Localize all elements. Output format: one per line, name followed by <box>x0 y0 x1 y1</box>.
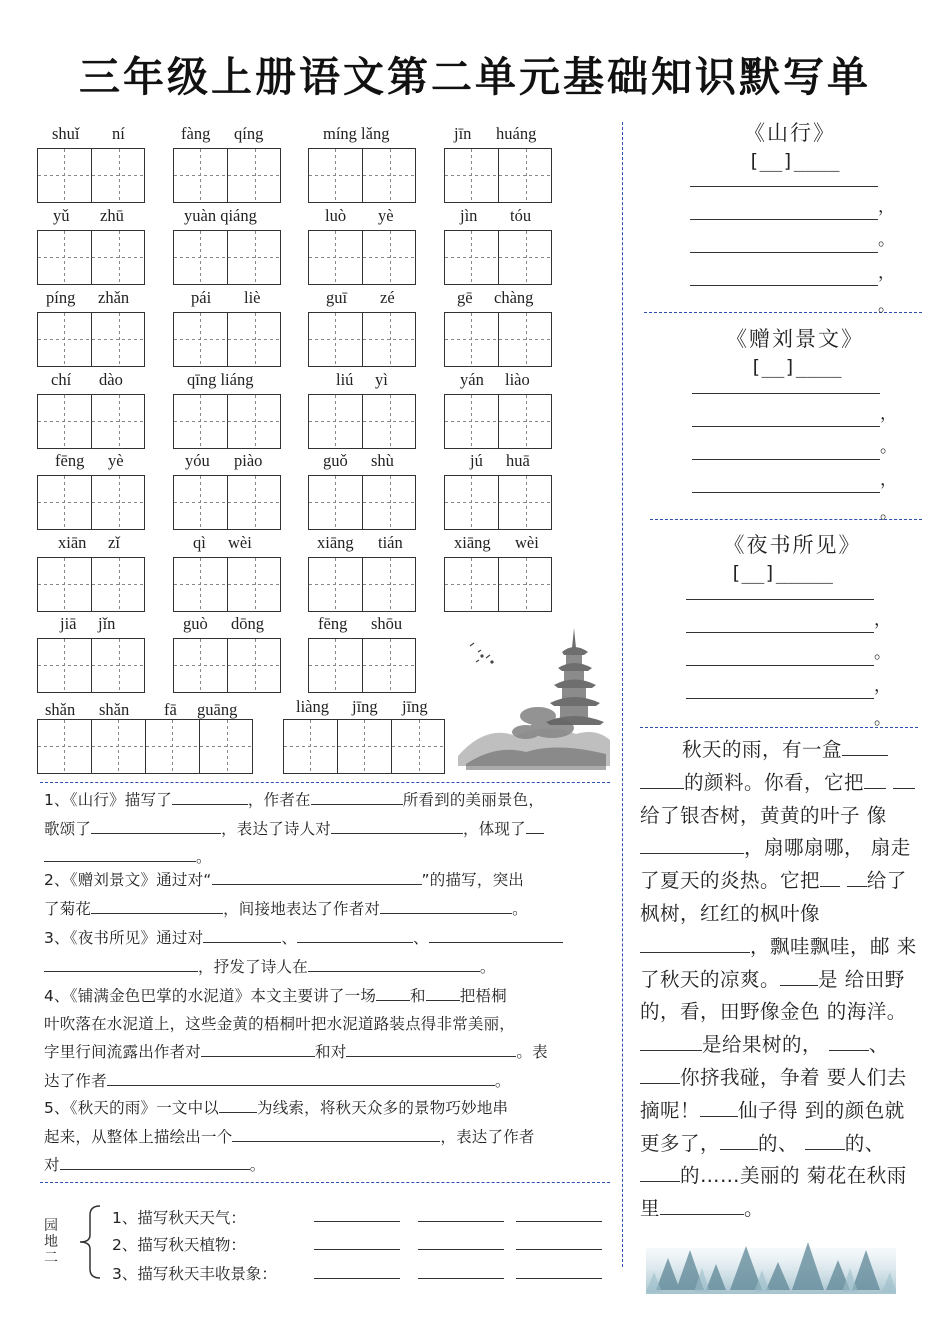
pinyin-label: jìn <box>460 206 478 225</box>
passage-text: 菊花在秋雨里 <box>640 1164 907 1221</box>
pinyin-label: píng <box>46 288 76 307</box>
pinyin-label: pái <box>191 288 212 307</box>
writing-grid[interactable] <box>308 148 416 203</box>
answer-blank[interactable] <box>429 924 563 943</box>
writing-grid[interactable] <box>308 312 416 367</box>
writing-cell[interactable] <box>92 558 146 611</box>
poem-punct: 。 <box>878 296 895 316</box>
q3-text: 3、《夜书所见》通过对 <box>44 929 204 947</box>
q1-text: 。 <box>196 848 212 866</box>
writing-cell[interactable] <box>38 231 92 284</box>
writing-cell[interactable] <box>445 395 499 448</box>
writing-cell[interactable] <box>499 395 553 448</box>
garden-item: 3、描写秋天丰收景象： <box>112 1265 277 1283</box>
writing-cell[interactable] <box>363 558 417 611</box>
pinyin-label: yuàn qiáng <box>184 206 257 225</box>
q2-text: 了菊花 <box>44 899 92 918</box>
pinyin-label: liàng <box>296 697 329 716</box>
writing-cell[interactable] <box>92 231 146 284</box>
answer-blank[interactable] <box>842 737 888 756</box>
pinyin-label: huā <box>506 451 530 470</box>
pinyin-label: liào <box>505 370 530 389</box>
answer-blank[interactable] <box>516 1249 602 1250</box>
pinyin-label: guò <box>183 614 208 633</box>
question-5 <box>44 1094 610 1180</box>
q4-text: 和对 <box>315 1043 347 1061</box>
poem-punct: ， <box>880 404 897 424</box>
passage-text: 给了银杏树，黄黄的叶子 <box>640 803 861 827</box>
answer-blank[interactable] <box>308 953 480 972</box>
answer-blank[interactable] <box>700 1098 738 1117</box>
writing-grid[interactable] <box>173 475 281 530</box>
q1-text: 所看到的美丽景色， <box>402 791 545 809</box>
writing-cell[interactable] <box>228 476 282 529</box>
writing-cell[interactable] <box>363 476 417 529</box>
autumn-passage <box>640 734 918 1226</box>
poem-punct: ， <box>880 470 897 490</box>
answer-blank[interactable] <box>60 1151 250 1170</box>
answer-blank[interactable] <box>314 1221 400 1222</box>
writing-cell[interactable] <box>445 558 499 611</box>
pinyin-label: fēng <box>318 614 348 633</box>
writing-grid[interactable] <box>444 148 552 203</box>
passage-text: 给田野的，看，田野像金色 <box>640 967 905 1024</box>
pinyin-label: piào <box>234 451 263 470</box>
writing-cell[interactable] <box>499 558 553 611</box>
writing-grid[interactable] <box>444 230 552 285</box>
writing-cell[interactable] <box>445 231 499 284</box>
answer-blank[interactable] <box>426 982 460 1001</box>
q4-text: 。 <box>494 1071 511 1090</box>
answer-blank[interactable] <box>640 770 684 789</box>
writing-cell[interactable] <box>228 149 282 202</box>
pinyin-label: shōu <box>371 614 403 633</box>
writing-grid[interactable] <box>308 557 416 612</box>
question-1 <box>44 786 610 872</box>
pinyin-label: shù <box>371 451 394 470</box>
q4-text: 达了作者 <box>44 1071 107 1090</box>
writing-cell[interactable] <box>363 149 417 202</box>
pinyin-label: xiān <box>58 533 87 552</box>
writing-grid[interactable] <box>444 312 552 367</box>
passage-text: 扇走了夏天的炎热。它把 <box>640 836 911 893</box>
pinyin-label: tóu <box>510 206 532 225</box>
answer-blank[interactable] <box>640 1163 680 1182</box>
passage-text: 的海洋。 <box>826 1000 907 1024</box>
writing-cell[interactable] <box>363 313 417 366</box>
answer-blank[interactable] <box>311 786 403 805</box>
poem-punct: 。 <box>880 503 897 523</box>
writing-cell[interactable] <box>92 313 146 366</box>
pinyin-label: qì <box>193 533 206 552</box>
pinyin-label: fā <box>164 700 177 719</box>
pinyin-label: jīng <box>402 697 428 716</box>
pinyin-label: xiāng <box>454 533 491 552</box>
q1-text: ，作者在 <box>247 791 311 809</box>
writing-cell[interactable] <box>228 231 282 284</box>
writing-grid[interactable] <box>444 394 552 449</box>
forest-illustration <box>646 1228 896 1294</box>
pinyin-label: liú <box>336 370 354 389</box>
writing-cell[interactable] <box>38 558 92 611</box>
writing-grid[interactable] <box>173 557 281 612</box>
answer-blank[interactable] <box>107 1067 495 1086</box>
q5-text: 。 <box>249 1156 266 1174</box>
answer-blank[interactable] <box>720 1131 758 1150</box>
pinyin-label: jīn <box>454 124 472 143</box>
writing-cell[interactable] <box>228 558 282 611</box>
writing-cell[interactable] <box>309 313 363 366</box>
pinyin-label: tián <box>378 533 403 552</box>
poem-line-blank[interactable] <box>692 426 880 427</box>
passage-text: 的……美丽的 <box>680 1164 801 1188</box>
passage-text: ，飘哇飘哇，邮 <box>750 934 891 958</box>
writing-grid[interactable] <box>37 148 145 203</box>
pinyin-label: qīng liáng <box>187 370 254 389</box>
pinyin-label: wèi <box>515 533 539 552</box>
passage-text: 是 <box>818 967 839 991</box>
writing-cell[interactable] <box>309 395 363 448</box>
passage-text: 秋天的雨，有一盒 <box>682 738 843 761</box>
answer-blank[interactable] <box>91 815 221 834</box>
answer-blank[interactable] <box>640 835 744 854</box>
writing-grid[interactable] <box>283 719 445 774</box>
answer-blank[interactable] <box>640 1065 680 1084</box>
pinyin-label: huáng <box>496 124 537 143</box>
writing-grid[interactable] <box>173 638 281 693</box>
poem-line-blank[interactable] <box>692 393 880 394</box>
question-2 <box>44 866 610 923</box>
answer-blank[interactable] <box>829 1032 869 1051</box>
writing-grid[interactable] <box>37 312 145 367</box>
writing-cell[interactable] <box>174 313 228 366</box>
answer-blank[interactable] <box>346 1038 516 1057</box>
pinyin-label: guǒ <box>323 451 348 470</box>
writing-cell[interactable] <box>363 639 417 692</box>
pinyin-label: yè <box>108 451 124 470</box>
writing-cell[interactable] <box>363 395 417 448</box>
pinyin-label: jǐn <box>98 614 116 633</box>
answer-blank[interactable] <box>44 953 198 972</box>
pinyin-label: luò <box>325 206 347 225</box>
passage-text: 要人们去摘呢！ <box>640 1065 907 1122</box>
writing-cell[interactable] <box>499 231 553 284</box>
answer-blank[interactable] <box>780 967 818 986</box>
answer-blank[interactable] <box>864 770 886 789</box>
pinyin-label: jīng <box>352 697 378 716</box>
q3-text: 、 <box>281 929 298 947</box>
pinyin-label: fàng <box>181 124 211 143</box>
pinyin-label: xiāng <box>317 533 354 552</box>
writing-cell[interactable] <box>499 149 553 202</box>
answer-blank[interactable] <box>418 1249 504 1250</box>
writing-cell[interactable] <box>309 149 363 202</box>
poem-line-blank[interactable] <box>686 632 874 633</box>
answer-blank[interactable] <box>640 1032 702 1051</box>
answer-blank[interactable] <box>380 895 512 914</box>
pinyin-label: wèi <box>228 533 252 552</box>
writing-cell[interactable] <box>174 149 228 202</box>
answer-blank[interactable] <box>526 815 544 834</box>
q5-text: 5、《秋天的雨》一文中以 <box>44 1099 220 1117</box>
pinyin-label: gē <box>457 288 473 307</box>
writing-cell[interactable] <box>228 313 282 366</box>
pinyin-label: yì <box>375 370 388 389</box>
poem-punct: ， <box>874 676 891 696</box>
writing-grid[interactable] <box>173 312 281 367</box>
writing-cell[interactable] <box>309 558 363 611</box>
garden-label: 园地二 <box>44 1218 58 1266</box>
writing-grid[interactable] <box>308 230 416 285</box>
writing-grid[interactable] <box>308 394 416 449</box>
question-3 <box>44 924 610 981</box>
passage-text: 到的颜色就更多了， <box>640 1098 905 1155</box>
passage-text: 仙子得 <box>738 1098 799 1122</box>
writing-cell[interactable] <box>309 476 363 529</box>
writing-cell[interactable] <box>309 231 363 284</box>
q2-text: ，间接地表达了作者对 <box>223 899 381 918</box>
answer-blank[interactable] <box>820 868 840 887</box>
passage-text: 。 <box>744 1197 765 1221</box>
writing-cell[interactable] <box>38 720 92 773</box>
garden-item: 2、描写秋天植物： <box>112 1236 246 1254</box>
writing-grid[interactable] <box>173 230 281 285</box>
poem-line-blank[interactable] <box>690 285 878 286</box>
writing-cell[interactable] <box>92 395 146 448</box>
q5-text: 对 <box>44 1156 60 1174</box>
pinyin-label: dào <box>99 370 123 389</box>
answer-blank[interactable] <box>805 1131 845 1150</box>
pinyin-label: yǔ <box>53 206 70 225</box>
q4-text: 4、《铺满金色巴掌的水泥道》本文主要讲了一场 <box>44 987 377 1005</box>
poem-author-blank: [__]____ <box>750 356 842 378</box>
writing-cell[interactable] <box>174 639 228 692</box>
column-divider <box>622 122 623 1267</box>
answer-blank[interactable] <box>516 1278 602 1279</box>
poem-title: 《山行》 <box>744 121 836 145</box>
q4-text: 字里行间流露出作者对 <box>44 1043 202 1061</box>
pinyin-label: zé <box>380 288 395 307</box>
answer-blank[interactable] <box>660 1196 744 1215</box>
question-4 <box>44 982 610 1095</box>
pinyin-label: fēng <box>55 451 85 470</box>
pinyin-label: shǎn <box>45 700 76 719</box>
poem-line-blank[interactable] <box>686 665 874 666</box>
passage-text: 的、 <box>758 1131 799 1155</box>
writing-grid[interactable] <box>37 557 145 612</box>
writing-grid[interactable] <box>37 638 145 693</box>
passage-text: 给了枫树，红红的枫叶像 <box>640 869 907 925</box>
pagoda-illustration <box>456 624 612 774</box>
writing-cell[interactable] <box>309 639 363 692</box>
writing-cell[interactable] <box>92 149 146 202</box>
writing-cell[interactable] <box>174 395 228 448</box>
writing-cell[interactable] <box>338 720 392 773</box>
writing-cell[interactable] <box>284 720 338 773</box>
q5-text: 为线索，将秋天众多的景物巧妙地串 <box>257 1099 509 1117</box>
answer-blank[interactable] <box>893 770 915 789</box>
writing-cell[interactable] <box>38 476 92 529</box>
answer-blank[interactable] <box>212 866 422 885</box>
section-divider <box>40 782 610 783</box>
writing-cell[interactable] <box>92 639 146 692</box>
answer-blank[interactable] <box>516 1221 602 1222</box>
writing-cell[interactable] <box>38 313 92 366</box>
poem-punct: ， <box>874 610 891 630</box>
writing-cell[interactable] <box>38 395 92 448</box>
pinyin-label: dōng <box>231 614 264 633</box>
poem-punct: 。 <box>880 437 897 457</box>
q1-text: 1、《山行》描写了 <box>44 791 172 809</box>
q3-text: ，抒发了诗人在 <box>198 957 308 976</box>
pinyin-label: chàng <box>494 288 534 307</box>
poem-title: 《夜书所见》 <box>723 533 862 557</box>
writing-cell[interactable] <box>174 558 228 611</box>
poem-punct: 。 <box>874 643 891 663</box>
pinyin-label: shǎn <box>99 700 130 719</box>
writing-cell[interactable] <box>445 476 499 529</box>
writing-cell[interactable] <box>146 720 200 773</box>
writing-cell[interactable] <box>38 639 92 692</box>
q2-text: 。 <box>512 899 528 918</box>
writing-grid[interactable] <box>308 638 416 693</box>
answer-blank[interactable] <box>314 1278 400 1279</box>
poem-author-blank: [__]_____ <box>730 562 833 584</box>
passage-text: 是给果树的， <box>702 1033 823 1057</box>
q4-text: 。表 <box>516 1043 548 1061</box>
writing-grid[interactable] <box>37 394 145 449</box>
q4-text: 把梧桐 <box>459 987 507 1005</box>
answer-blank[interactable] <box>203 924 281 943</box>
writing-cell[interactable] <box>445 313 499 366</box>
answer-blank[interactable] <box>314 1249 400 1250</box>
writing-cell[interactable] <box>92 476 146 529</box>
poem-line-blank[interactable] <box>692 459 880 460</box>
poem-punct: ， <box>878 197 895 217</box>
pinyin-label: shuǐ <box>52 124 80 143</box>
q3-text: 。 <box>479 957 496 976</box>
pinyin-label: liè <box>244 288 261 307</box>
q2-text: 2、《赠刘景文》通过对“ <box>44 871 212 889</box>
answer-blank[interactable] <box>640 934 750 953</box>
q1-text: ，体现了 <box>463 819 526 838</box>
pinyin-label: zǐ <box>108 533 120 552</box>
writing-cell[interactable] <box>228 395 282 448</box>
answer-blank[interactable] <box>297 924 413 943</box>
garden-item: 1、描写秋天天气： <box>112 1209 246 1227</box>
pinyin-label: guāng <box>197 700 238 719</box>
answer-blank[interactable] <box>219 1094 257 1113</box>
answer-blank[interactable] <box>44 843 196 862</box>
answer-blank[interactable] <box>418 1221 504 1222</box>
q5-text: 起来，从整体上描绘出一个 <box>44 1127 233 1146</box>
answer-blank[interactable] <box>232 1123 440 1142</box>
passage-text: 你挤我碰，争着 <box>680 1065 821 1089</box>
pinyin-label: míng lǎng <box>323 124 390 143</box>
answer-blank[interactable] <box>376 982 410 1001</box>
pinyin-label: zhǎn <box>98 288 130 307</box>
writing-grid[interactable] <box>37 719 253 774</box>
poem-line-blank[interactable] <box>686 698 874 699</box>
pinyin-label: jiā <box>60 614 77 633</box>
q1-text: 歌颂了 <box>44 819 92 838</box>
q4-text: 和 <box>410 987 426 1005</box>
writing-grid[interactable] <box>173 148 281 203</box>
poem-line-blank[interactable] <box>690 186 878 187</box>
writing-grid[interactable] <box>308 475 416 530</box>
writing-cell[interactable] <box>174 231 228 284</box>
q1-text: ，表达了诗人对 <box>221 819 332 838</box>
answer-blank[interactable] <box>201 1038 315 1057</box>
writing-grid[interactable] <box>444 557 552 612</box>
bracket-icon <box>78 1203 104 1281</box>
writing-grid[interactable] <box>37 475 145 530</box>
pinyin-label: yè <box>378 206 394 225</box>
answer-blank[interactable] <box>847 868 867 887</box>
poem-punct: 。 <box>878 230 895 250</box>
poem-line-blank[interactable] <box>690 219 878 220</box>
answer-blank[interactable] <box>331 815 463 834</box>
writing-cell[interactable] <box>200 720 254 773</box>
writing-grid[interactable] <box>173 394 281 449</box>
writing-cell[interactable] <box>445 149 499 202</box>
section-divider <box>40 1182 610 1183</box>
pinyin-label: yán <box>460 370 484 389</box>
q2-text: ”的描写，突出 <box>421 871 524 889</box>
answer-blank[interactable] <box>172 786 248 805</box>
writing-grid[interactable] <box>444 475 552 530</box>
pinyin-label: guī <box>326 288 348 307</box>
q3-text: 、 <box>413 929 429 947</box>
pinyin-label: zhū <box>100 206 124 225</box>
pinyin-label: jú <box>470 451 483 470</box>
pinyin-label: qíng <box>234 124 264 143</box>
passage-text: ，扇哪扇哪， <box>744 836 865 860</box>
writing-grid[interactable] <box>37 230 145 285</box>
poem-title: 《赠刘景文》 <box>726 327 864 351</box>
writing-cell[interactable] <box>38 149 92 202</box>
passage-text: 的颜料。你看，它把 <box>684 770 865 794</box>
answer-blank[interactable] <box>91 895 223 914</box>
pinyin-label: ní <box>112 124 125 143</box>
passage-text: 来了秋天的凉爽。 <box>640 934 917 991</box>
poem-punct: 。 <box>874 709 891 729</box>
writing-cell[interactable] <box>392 720 446 773</box>
passage-text: 的、 <box>844 1131 885 1155</box>
writing-cell[interactable] <box>92 720 146 773</box>
writing-cell[interactable] <box>363 231 417 284</box>
pinyin-label: chí <box>51 370 72 389</box>
passage-text: 像 <box>866 803 887 827</box>
writing-cell[interactable] <box>499 476 553 529</box>
writing-cell[interactable] <box>228 639 282 692</box>
q5-text: ，表达了作者 <box>440 1127 535 1146</box>
writing-cell[interactable] <box>174 476 228 529</box>
poem-punct: ， <box>878 263 895 283</box>
answer-blank[interactable] <box>418 1278 504 1279</box>
q4-text: 叶吹落在水泥道上，这些金黄的梧桐叶把水泥道路装点得非常美丽， <box>44 1014 516 1033</box>
writing-cell[interactable] <box>499 313 553 366</box>
passage-text: 、 <box>868 1033 889 1057</box>
poem-line-blank[interactable] <box>686 599 874 600</box>
poem-author-blank: [__]____ <box>748 150 840 172</box>
page-title: 三年级上册语文第二单元基础知识默写单 <box>79 53 871 101</box>
pinyin-label: yóu <box>185 451 210 470</box>
poem-line-blank[interactable] <box>692 492 880 493</box>
poem-line-blank[interactable] <box>690 252 878 253</box>
